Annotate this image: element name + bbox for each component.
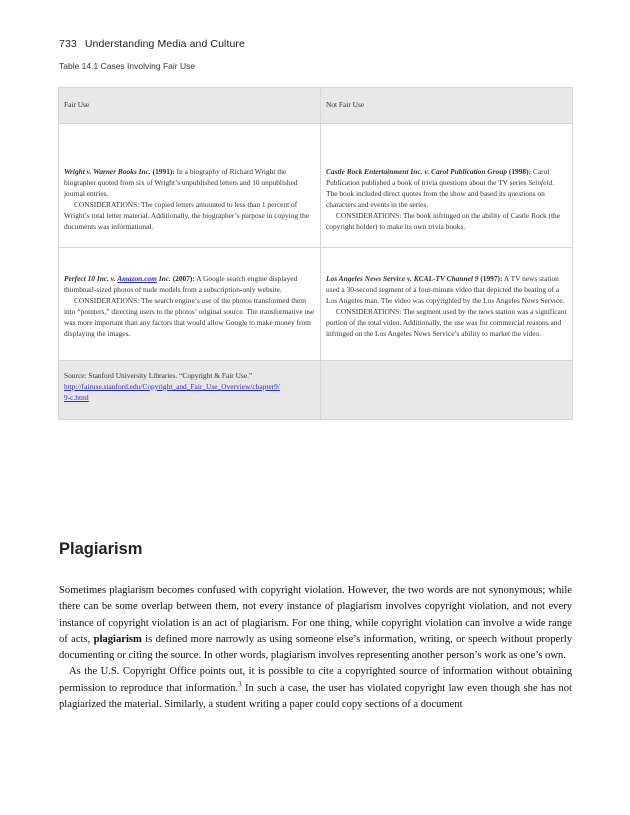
case-year: (1997):: [478, 274, 503, 283]
case-title: Wright v. Warner Books Inc.: [64, 167, 151, 176]
fair-use-cases-table: [58, 87, 573, 420]
case-cell-perfect-10: [59, 248, 321, 361]
case-title: Perfect 10 Inc. v.: [64, 274, 118, 283]
paragraph-text-cont: is defined more narrowly as using someone else’s information, writing, or speech without properly documenting or citing the source. In other words, plagiarism involves representing another person’s work as one’s own.: [59, 633, 572, 662]
case-cell-castle-rock: [321, 124, 573, 248]
case-summary-cont: . The book included direct quotes from the show and based its questions on characters and events in the series.: [326, 177, 554, 209]
source-cell: [59, 361, 321, 420]
table-header-row: [59, 88, 573, 124]
running-header: [59, 38, 245, 50]
column-header-not-fair-use: Not Fair Use: [321, 88, 573, 124]
case-cell-la-news: [321, 248, 573, 361]
amazon-link[interactable]: Amazon.com: [117, 274, 157, 283]
case-considerations: CONSIDERATIONS: The search engine’s use of the photos transformed them into “pointers,” directing users to the photos’ original source. The transformative use was more important than any factors that would allow Google to make money from displaying the images.: [64, 295, 315, 338]
source-row: [59, 361, 573, 420]
footnote-ref[interactable]: 3: [238, 680, 242, 689]
paragraph-text: As the U.S. Copyright Office points out, it is possible to cite a copyrighted source of information without obtaining permission to reproduce that information.: [59, 666, 572, 694]
table-caption: Table 14.1 Cases Involving Fair Use: [59, 61, 196, 71]
source-citation: Source: Stanford University Libraries. “Copyright & Fair Use.”: [64, 371, 253, 380]
case-title: Castle Rock Entertainment Inc. v. Carol Publication Group: [326, 167, 508, 176]
case-cell-wright: [59, 124, 321, 248]
column-header-fair-use: Fair Use: [59, 88, 321, 124]
case-summary: A TV news station used a 30-second segment of a four-minute video that depicted the beating of a Los Angeles man. The video was copyrighted by the Los Angeles News Service.: [326, 274, 565, 305]
book-title: Understanding Media and Culture: [84, 38, 245, 50]
case-year: (1998):: [507, 167, 532, 176]
source-url-line-1: http://fairuse.stanford.edu/Copyright_and_Fair_Use_Overview/chapter9/: [64, 381, 280, 391]
case-title-cont: Inc.: [156, 274, 171, 283]
case-considerations: CONSIDERATIONS: The segment used by the news station was a significant portion of the total video. Additionally, the use was for commercial reasons and infringed on the Los Angeles News Service’s ability to market the video.: [326, 306, 567, 338]
table-row: [59, 124, 573, 248]
case-summary: In a biography of Richard Wright the biographer quoted from six of Wright’s unpublished letters and 10 unpublished journal entries.: [64, 167, 298, 198]
case-year: (1991):: [150, 167, 175, 176]
table-row: [59, 248, 573, 361]
page-number: 733: [59, 38, 77, 50]
key-term-plagiarism: plagiarism: [93, 633, 142, 645]
source-url-line-2: 9-c.html: [64, 392, 89, 402]
case-year: (2007):: [170, 274, 195, 283]
case-summary: Carol Publication published a book of trivia questions about the TV series: [326, 167, 550, 187]
paragraph-text-cont: In such a case, the user has violated copyright law even though she has not plagiarized the material. Similarly, a student writing a paper could copy sections of a document: [59, 682, 572, 711]
series-title: Seinfeld: [528, 177, 553, 187]
case-considerations: CONSIDERATIONS: The book infringed on the ability of Castle Rock (the copyright holder) to make its own trivia books.: [326, 210, 561, 231]
paragraph: [59, 583, 572, 664]
paragraph-text: Sometimes plagiarism becomes confused with copyright violation. However, the two words are not synonymous; while there can be some overlap between them, not every instance of plagiarism involves copyright violation, and not every instance of copyright violation is an act of plagiarism. For one thing, while copyright violation can involve a wide range of acts,: [59, 585, 572, 645]
paragraph: [59, 664, 572, 713]
body-text: [59, 583, 572, 713]
source-url-link[interactable]: [64, 382, 315, 404]
case-considerations: CONSIDERATIONS: The copied letters amounted to less than 1 percent of Wright’s total letter material. Additionally, the biographer’s purpose in copying the documents was informational.: [64, 199, 309, 231]
empty-source-cell: [321, 361, 573, 420]
section-heading: Plagiarism: [59, 540, 143, 558]
case-title: Los Angeles News Service v. KCAL-TV Channel 9: [326, 274, 479, 283]
case-summary: A Google search engine displayed thumbnail-sized photos of nude models from a subscription-only website.: [64, 274, 298, 294]
